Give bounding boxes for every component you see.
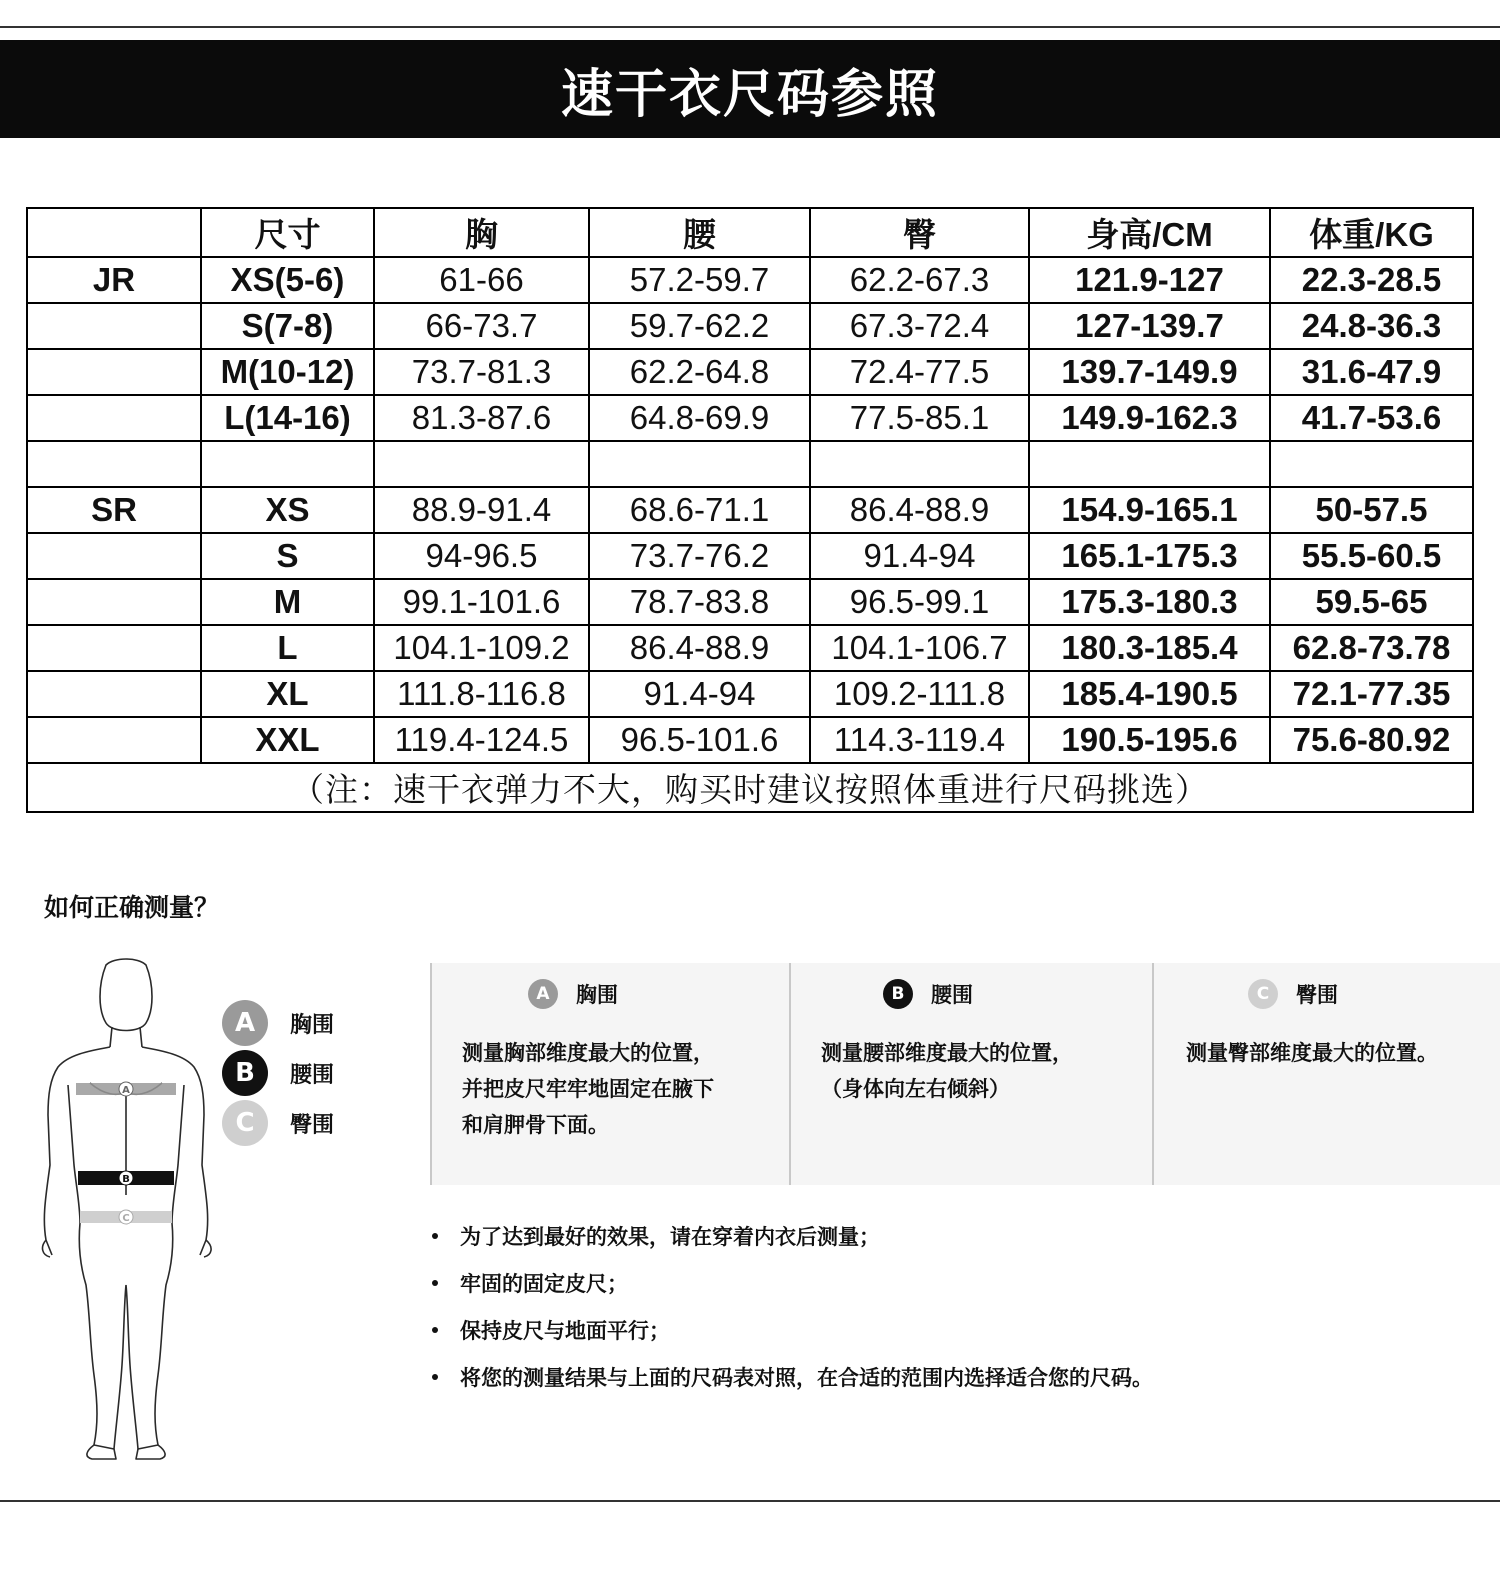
figure-mark-b: B	[122, 1174, 130, 1185]
weight-cell: 62.8-73.78	[1270, 625, 1473, 671]
chest-cell: 99.1-101.6	[374, 579, 589, 625]
height-cell: 139.7-149.9	[1029, 349, 1270, 395]
chest-cell: 88.9-91.4	[374, 487, 589, 533]
hip-cell: 104.1-106.7	[810, 625, 1029, 671]
list-item	[430, 1212, 1153, 1259]
panel-title: 臀围	[1296, 983, 1338, 1007]
waist-cell: 78.7-83.8	[589, 579, 810, 625]
chest-cell: 104.1-109.2	[374, 625, 589, 671]
waist-cell: 73.7-76.2	[589, 533, 810, 579]
empty-cell	[374, 441, 589, 487]
measure-legend	[222, 998, 422, 1148]
waist-cell: 59.7-62.2	[589, 303, 810, 349]
legend-item	[222, 1048, 422, 1098]
legend-item	[222, 1098, 422, 1148]
badge-b-icon: B	[222, 1050, 268, 1096]
size-cell: XS	[201, 487, 374, 533]
height-cell: 121.9-127	[1029, 257, 1270, 303]
group-cell	[27, 717, 201, 763]
chest-cell: 94-96.5	[374, 533, 589, 579]
table-row	[27, 625, 1473, 671]
header-cell: 胸	[374, 208, 589, 257]
bottom-divider	[0, 1500, 1500, 1502]
group-cell: JR	[27, 257, 201, 303]
list-item	[430, 1306, 1153, 1353]
panel-body	[1186, 1035, 1438, 1071]
waist-cell: 57.2-59.7	[589, 257, 810, 303]
panel-line: 测量臀部维度最大的位置。	[1186, 1041, 1438, 1065]
empty-cell	[201, 441, 374, 487]
group-cell	[27, 671, 201, 717]
empty-cell	[27, 441, 201, 487]
panel-head	[528, 979, 618, 1009]
size-cell: L	[201, 625, 374, 671]
hip-cell: 77.5-85.1	[810, 395, 1029, 441]
group-cell	[27, 625, 201, 671]
size-cell: S(7-8)	[201, 303, 374, 349]
table-row	[27, 579, 1473, 625]
group-cell: SR	[27, 487, 201, 533]
table-row	[27, 533, 1473, 579]
panel-hip	[1152, 963, 1500, 1185]
chest-cell: 66-73.7	[374, 303, 589, 349]
measure-title: 如何正确测量？	[44, 893, 220, 922]
height-cell: 190.5-195.6	[1029, 717, 1270, 763]
weight-cell: 72.1-77.35	[1270, 671, 1473, 717]
panel-line: 测量胸部维度最大的位置，	[462, 1041, 714, 1065]
height-cell: 165.1-175.3	[1029, 533, 1270, 579]
header-cell: 尺寸	[201, 208, 374, 257]
tip-text: 牢固的固定皮尺；	[460, 1271, 628, 1296]
group-cell	[27, 579, 201, 625]
bullet-icon	[432, 1327, 438, 1333]
measure-tips-list	[430, 1212, 1153, 1400]
figure-mark-c: C	[122, 1213, 130, 1224]
badge-a-icon: A	[528, 979, 558, 1009]
hip-cell: 109.2-111.8	[810, 671, 1029, 717]
weight-cell: 55.5-60.5	[1270, 533, 1473, 579]
hip-cell: 96.5-99.1	[810, 579, 1029, 625]
chest-cell: 61-66	[374, 257, 589, 303]
size-cell: M	[201, 579, 374, 625]
panel-head	[1248, 979, 1338, 1009]
chest-cell: 111.8-116.8	[374, 671, 589, 717]
figure-mark-a: A	[122, 1085, 130, 1096]
waist-cell: 86.4-88.9	[589, 625, 810, 671]
size-cell: XL	[201, 671, 374, 717]
tip-text: 将您的测量结果与上面的尺码表对照，在合适的范围内选择适合您的尺码。	[460, 1365, 1153, 1390]
bullet-icon	[432, 1374, 438, 1380]
table-note: （注：速干衣弹力不大，购买时建议按照体重进行尺码挑选）	[27, 763, 1473, 812]
hip-cell: 67.3-72.4	[810, 303, 1029, 349]
size-cell: S	[201, 533, 374, 579]
badge-a-icon: A	[222, 1000, 268, 1046]
header-cell: 体重/KG	[1270, 208, 1473, 257]
header-cell	[27, 208, 201, 257]
header-cell: 臀	[810, 208, 1029, 257]
panel-waist	[789, 963, 1153, 1185]
height-cell: 180.3-185.4	[1029, 625, 1270, 671]
waist-cell: 62.2-64.8	[589, 349, 810, 395]
panel-body	[462, 1035, 714, 1143]
legend-label: 胸围	[290, 1012, 335, 1038]
panel-title: 腰围	[931, 983, 973, 1007]
waist-cell: 68.6-71.1	[589, 487, 810, 533]
table-row	[27, 303, 1473, 349]
tip-text: 为了达到最好的效果，请在穿着内衣后测量；	[460, 1224, 880, 1249]
weight-cell: 24.8-36.3	[1270, 303, 1473, 349]
height-cell: 127-139.7	[1029, 303, 1270, 349]
legend-label: 臀围	[290, 1112, 335, 1138]
size-cell: M(10-12)	[201, 349, 374, 395]
size-cell: XS(5-6)	[201, 257, 374, 303]
size-cell: XXL	[201, 717, 374, 763]
chest-cell: 119.4-124.5	[374, 717, 589, 763]
badge-c-icon: C	[222, 1100, 268, 1146]
hip-cell: 62.2-67.3	[810, 257, 1029, 303]
legend-item	[222, 998, 422, 1048]
table-row	[27, 257, 1473, 303]
hip-cell: 72.4-77.5	[810, 349, 1029, 395]
weight-cell: 59.5-65	[1270, 579, 1473, 625]
empty-cell	[1029, 441, 1270, 487]
badge-b-icon: B	[883, 979, 913, 1009]
empty-cell	[589, 441, 810, 487]
height-cell: 149.9-162.3	[1029, 395, 1270, 441]
waist-cell: 64.8-69.9	[589, 395, 810, 441]
panel-line: 测量腰部维度最大的位置，	[821, 1041, 1073, 1065]
size-chart-table	[26, 207, 1474, 813]
weight-cell: 31.6-47.9	[1270, 349, 1473, 395]
panel-line: 并把皮尺牢牢地固定在腋下	[462, 1077, 714, 1101]
table-row	[27, 717, 1473, 763]
weight-cell: 41.7-53.6	[1270, 395, 1473, 441]
panel-body	[821, 1035, 1073, 1107]
badge-c-icon: C	[1248, 979, 1278, 1009]
height-cell: 154.9-165.1	[1029, 487, 1270, 533]
weight-cell: 75.6-80.92	[1270, 717, 1473, 763]
weight-cell: 22.3-28.5	[1270, 257, 1473, 303]
page-title: 速干衣尺码参照	[0, 40, 1500, 138]
list-item	[430, 1353, 1153, 1400]
waist-cell: 91.4-94	[589, 671, 810, 717]
legend-label: 腰围	[290, 1062, 335, 1088]
chest-cell: 73.7-81.3	[374, 349, 589, 395]
table-row	[27, 395, 1473, 441]
waist-cell: 96.5-101.6	[589, 717, 810, 763]
weight-cell: 50-57.5	[1270, 487, 1473, 533]
table-row	[27, 487, 1473, 533]
hip-cell: 91.4-94	[810, 533, 1029, 579]
bullet-icon	[432, 1233, 438, 1239]
note-row	[27, 763, 1473, 812]
header-cell: 身高/CM	[1029, 208, 1270, 257]
table-row	[27, 671, 1473, 717]
panel-head	[883, 979, 973, 1009]
panel-line: 和肩胛骨下面。	[462, 1113, 609, 1137]
empty-cell	[810, 441, 1029, 487]
table-row	[27, 349, 1473, 395]
header-cell: 腰	[589, 208, 810, 257]
group-cell	[27, 303, 201, 349]
chest-cell: 81.3-87.6	[374, 395, 589, 441]
hip-cell: 114.3-119.4	[810, 717, 1029, 763]
group-cell	[27, 349, 201, 395]
size-cell: L(14-16)	[201, 395, 374, 441]
panel-chest	[430, 963, 790, 1185]
panel-title: 胸围	[576, 983, 618, 1007]
hip-cell: 86.4-88.9	[810, 487, 1029, 533]
body-figure-illustration	[28, 955, 228, 1465]
tip-text: 保持皮尺与地面平行；	[460, 1318, 670, 1343]
empty-cell	[1270, 441, 1473, 487]
height-cell: 185.4-190.5	[1029, 671, 1270, 717]
list-item	[430, 1259, 1153, 1306]
top-divider	[0, 26, 1500, 28]
height-cell: 175.3-180.3	[1029, 579, 1270, 625]
bullet-icon	[432, 1280, 438, 1286]
group-cell	[27, 533, 201, 579]
panel-line: （身体向左右倾斜）	[821, 1077, 1010, 1101]
spacer-row	[27, 441, 1473, 487]
group-cell	[27, 395, 201, 441]
table-header-row	[27, 208, 1473, 257]
